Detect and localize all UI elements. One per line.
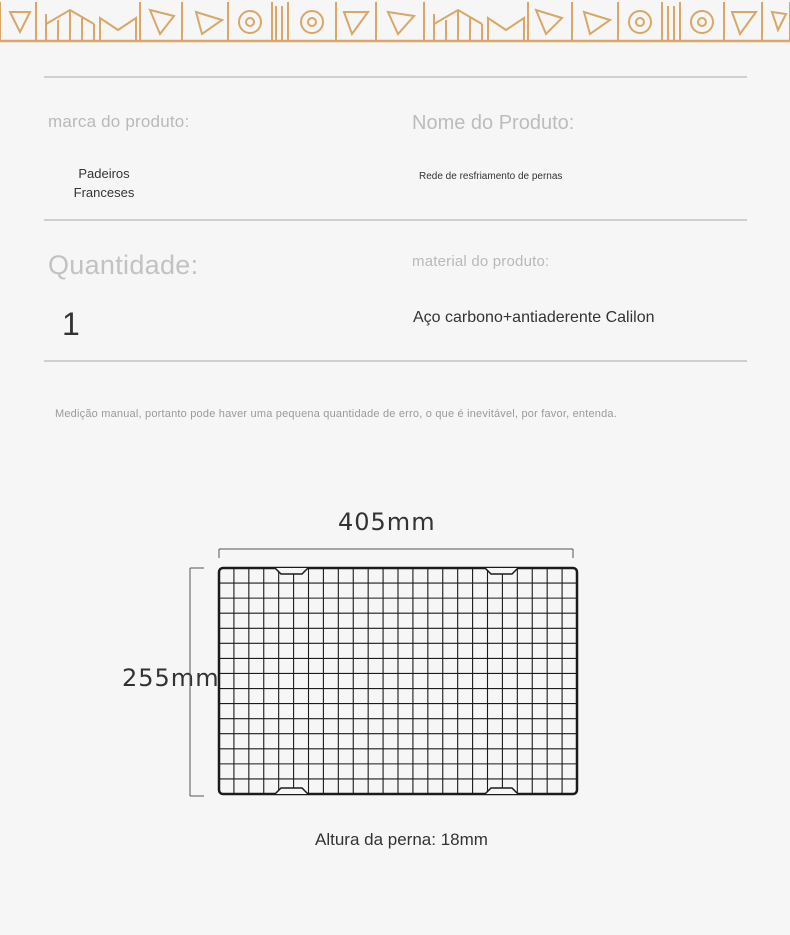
border-circle-icon — [239, 11, 261, 33]
border-triangle-icon — [732, 12, 756, 34]
rack-legs — [275, 568, 518, 794]
product-name-value: Rede de resfriamento de pernas — [419, 171, 563, 182]
leg-height-label: Altura da perna: 18mm — [315, 830, 488, 849]
border-lines-icon — [276, 6, 282, 40]
border-triangle-icon — [388, 12, 414, 34]
quantity-label: Quantidade: — [48, 250, 199, 280]
decorative-border — [0, 0, 790, 44]
border-circle-icon — [698, 18, 706, 26]
height-dimension-line — [190, 568, 204, 796]
brand-value — [64, 164, 144, 202]
brand-label: marca do produto: — [48, 112, 190, 131]
border-triangle-icon — [10, 12, 30, 32]
border-circle-icon — [636, 18, 644, 26]
height-dimension-label: 255mm — [122, 664, 220, 692]
bottom-divider — [44, 360, 747, 362]
border-circle-icon — [629, 11, 651, 33]
border-triangle-icon — [772, 12, 786, 30]
measurement-note: Medição manual, portanto pode haver uma pequena quantidade de erro, o que é inevitável, por favor, entenda. — [55, 408, 618, 420]
border-triangle-icon — [344, 12, 368, 34]
middle-divider — [44, 219, 747, 221]
top-divider — [44, 76, 747, 78]
cooling-rack-diagram — [180, 540, 600, 810]
material-label: material do produto: — [412, 253, 550, 270]
rack-grid — [219, 568, 577, 794]
border-circle-icon — [308, 18, 316, 26]
border-triangle-icon — [536, 10, 562, 34]
border-zigzag-icon — [434, 10, 524, 40]
border-circle-icon — [691, 11, 713, 33]
width-dimension-label: 405mm — [338, 508, 436, 536]
border-triangle-icon — [196, 12, 222, 34]
brand-value-line1: Padeiros — [78, 166, 130, 181]
border-circle-icon — [301, 11, 323, 33]
border-circle-icon — [246, 18, 254, 26]
material-value: Aço carbono+antiaderente Calilon — [413, 309, 655, 326]
brand-value-line2: Franceses — [73, 185, 135, 200]
width-dimension-line — [219, 549, 573, 558]
border-triangle-icon — [150, 10, 174, 34]
border-triangle-icon — [584, 12, 610, 34]
border-zigzag-icon — [46, 10, 136, 40]
quantity-value: 1 — [62, 306, 80, 342]
border-lines-icon — [668, 6, 674, 40]
product-name-label: Nome do Produto: — [412, 112, 575, 134]
